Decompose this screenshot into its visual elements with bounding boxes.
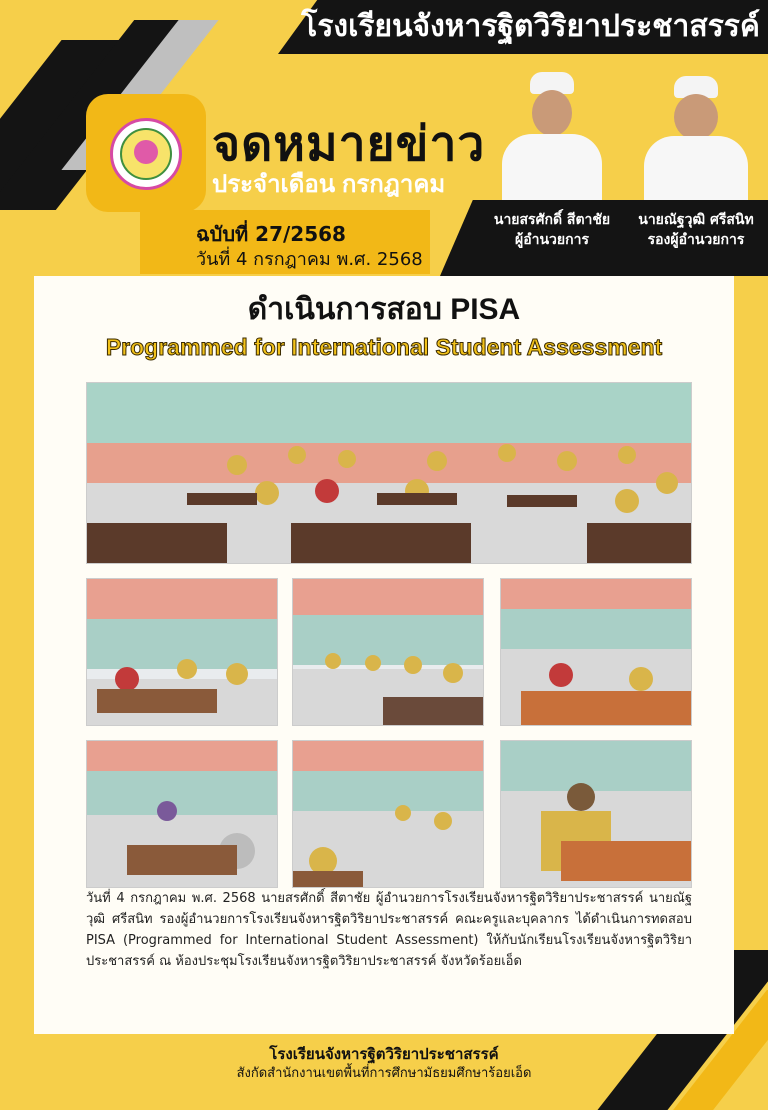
gallery-photo-6 bbox=[500, 740, 692, 888]
article-body: วันที่ 4 กรกฎาคม พ.ศ. 2568 นายสรศักดิ์ สีตาชัย ผู้อำนวยการโรงเรียนจังหารฐิตวิริยาประชาสรรค์ นายณัฐวุฒิ ศรีสนิท รองผู้อำนวยการโรงเรียนจังหารฐิตวิริยาประชาสรรค์ คณะครูและบุคลากร ได้ดำเนินการทดสอบ PISA (Programmed for International Student Assessment) ให้กับนักเรียนโรงเรียนจังหารฐิตวิริยาประชาสรรค์ ณ ห้องประชุมโรงเรียนจังหารฐิตวิริยาประชาสรรค์ จังหวัดร้อยเอ็ด bbox=[86, 891, 692, 969]
director-name: นายสรศักดิ์ สีตาชัย bbox=[493, 212, 611, 228]
article-headline: ดำเนินการสอบ PISA bbox=[247, 293, 521, 326]
issue-number: ฉบับที่ 27/2568 bbox=[196, 222, 346, 246]
gallery-photo-4 bbox=[86, 740, 278, 888]
deputy-director-name: นายณัฐวุฒิ ศรีสนิท bbox=[638, 212, 754, 228]
issue-date: วันที่ 4 กรกฎาคม พ.ศ. 2568 bbox=[196, 249, 423, 270]
director-title: ผู้อำนวยการ bbox=[515, 232, 589, 248]
newsletter-subtitle: ประจำเดือน กรกฎาคม bbox=[212, 171, 446, 198]
director-portrait bbox=[498, 72, 606, 202]
footer-affiliation: สังกัดสำนักงานเขตพื้นที่การศึกษามัธยมศึกษาร้อยเอ็ด bbox=[236, 1066, 532, 1081]
newsletter-title: จดหมายข่าว bbox=[212, 118, 486, 171]
logo-flower-icon bbox=[134, 140, 158, 164]
article-headline-english: Programmed for International Student Assessment bbox=[105, 334, 663, 360]
gallery-photo-1 bbox=[86, 578, 278, 726]
gallery-photo-5 bbox=[292, 740, 484, 888]
gallery-photo-3 bbox=[500, 578, 692, 726]
footer-school-name: โรงเรียนจังหารฐิตวิริยาประชาสรรค์ bbox=[269, 1045, 499, 1063]
school-name-top: โรงเรียนจังหารฐิตวิริยาประชาสรรค์ bbox=[301, 10, 760, 43]
gallery-photo-2 bbox=[292, 578, 484, 726]
deputy-director-title: รองผู้อำนวยการ bbox=[647, 232, 745, 248]
deputy-director-portrait bbox=[642, 76, 750, 202]
main-photo bbox=[86, 382, 692, 564]
